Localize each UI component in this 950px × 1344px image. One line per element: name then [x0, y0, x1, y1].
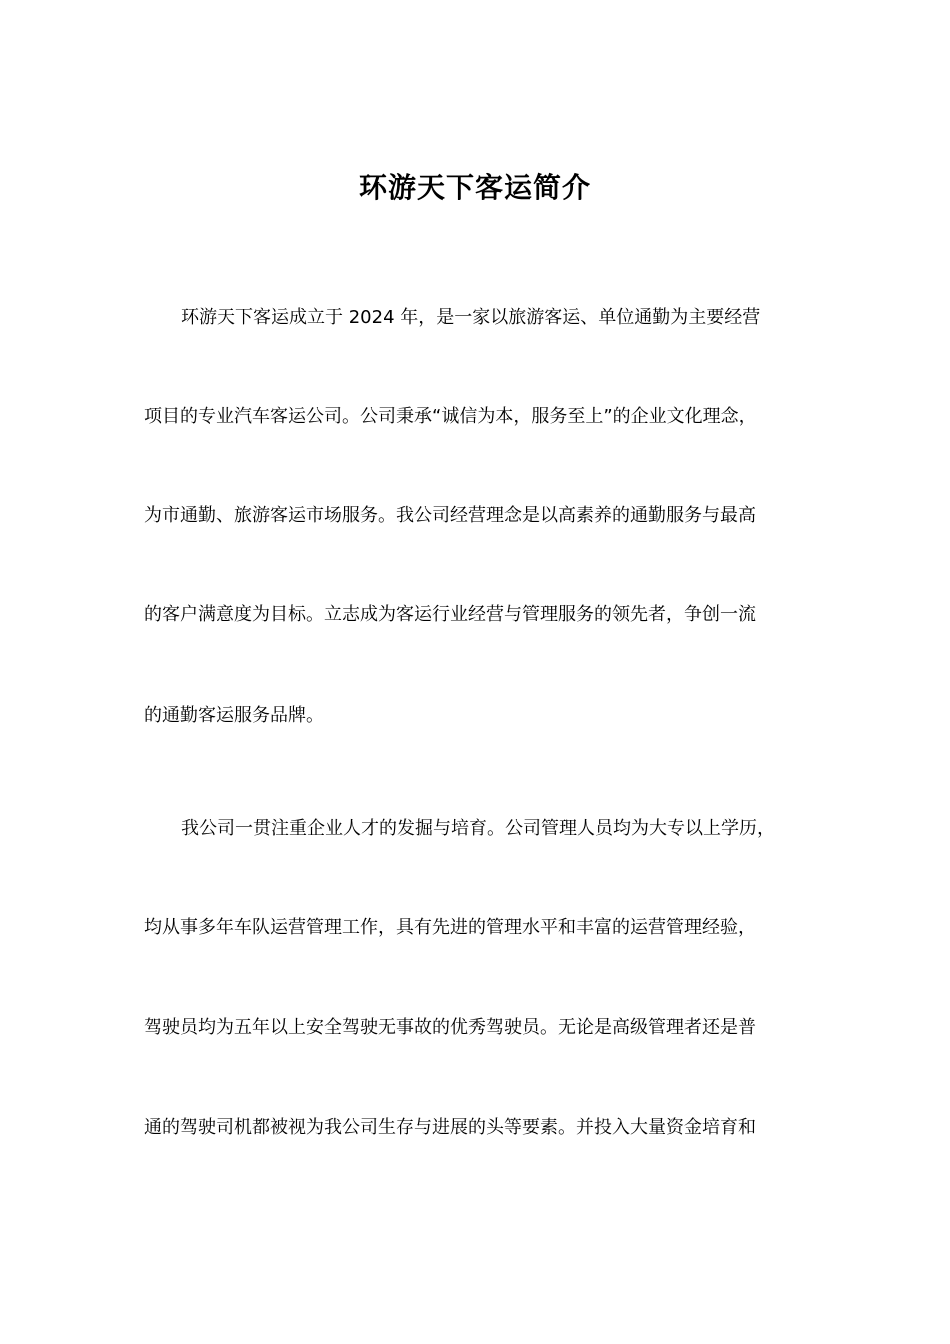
- document-title: 环游天下客运简介: [358, 171, 591, 204]
- paragraph-line: 为市通勤、旅游客运市场服务。我公司经营理念是以高素养的通勤服务与最高: [144, 505, 756, 526]
- paragraph-line: 的通勤客运服务品牌。: [144, 705, 324, 726]
- paragraph-line: 项目的专业汽车客运公司。公司秉承“诚信为本，服务至上”的企业文化理念，: [144, 406, 757, 427]
- paragraph-line: 通的驾驶司机都被视为我公司生存与进展的头等要素。并投入大量资金培育和: [144, 1117, 756, 1138]
- paragraph-line: 均从事多年车队运营管理工作，具有先进的管理水平和丰富的运营管理经验，: [144, 917, 756, 938]
- paragraph-line: 驾驶员均为五年以上安全驾驶无事故的优秀驾驶员。无论是高级管理者还是普: [144, 1017, 756, 1038]
- paragraph-line: 环游天下客运成立于 2024 年，是一家以旅游客运、单位通勤为主要经营: [181, 307, 761, 328]
- paragraph-line: 的客户满意度为目标。立志成为客运行业经营与管理服务的领先者，争创一流: [144, 604, 756, 625]
- paragraph-line: 我公司一贯注重企业人才的发掘与培育。公司管理人员均为大专以上学历，: [181, 818, 775, 839]
